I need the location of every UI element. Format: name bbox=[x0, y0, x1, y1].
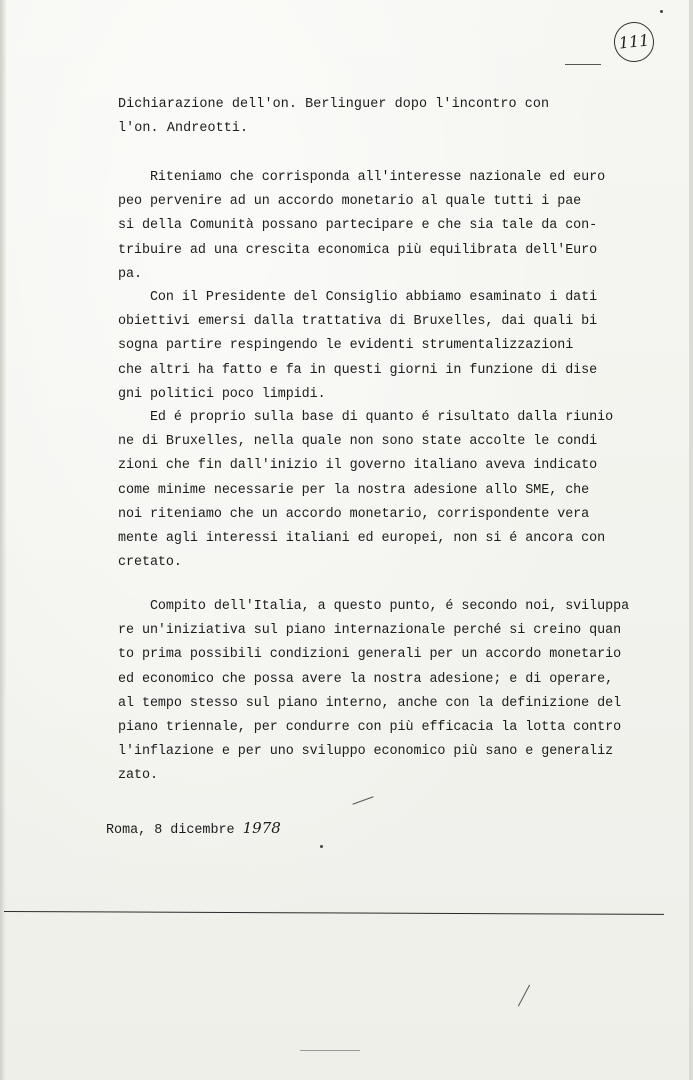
pen-mark bbox=[300, 1050, 360, 1051]
paragraph-line: si della Comunità possano partecipare e che sia tale da con- bbox=[118, 218, 598, 234]
paragraph-line: al tempo stesso sul piano interno, anche con la definizione del bbox=[118, 695, 622, 711]
paragraph-line: ne di Bruxelles, nella quale non sono state accolte le condi bbox=[118, 434, 598, 450]
title-line: l'on. Andreotti. bbox=[118, 121, 249, 136]
paragraph-3 bbox=[118, 406, 648, 575]
paragraph-line: obiettivi emersi dalla trattativa di Bruxelles, dai quali bi bbox=[118, 314, 598, 330]
place-date-text: Roma, 8 dicembre bbox=[106, 823, 243, 838]
paragraph-2 bbox=[118, 286, 648, 407]
place-and-date bbox=[106, 816, 281, 843]
page-number-stamp: 111 bbox=[612, 20, 656, 64]
pen-mark bbox=[518, 985, 530, 1007]
paragraph-line: to prima possibili condizioni generali per un accordo monetario bbox=[118, 647, 622, 663]
paragraph-line: noi riteniamo che un accordo monetario, corrispondente vera bbox=[118, 506, 590, 522]
document-title bbox=[118, 93, 588, 141]
paragraph-line: Ed é proprio sulla base di quanto é risultato dalla riunio bbox=[118, 410, 614, 425]
ink-speck bbox=[660, 10, 663, 13]
paragraph-line: che altri ha fatto e fa in questi giorni in funzione di dise bbox=[118, 362, 598, 378]
page-edge-left bbox=[0, 0, 6, 1080]
paragraph-line: pa. bbox=[118, 266, 142, 282]
paragraph-line: l'inflazione e per uno sviluppo economico più sano e generaliz bbox=[118, 744, 614, 760]
paragraph-line: re un'iniziativa sul piano internazionale perché si creino quan bbox=[118, 623, 622, 639]
paragraph-1 bbox=[118, 166, 648, 287]
paragraph-4 bbox=[118, 595, 648, 789]
paragraph-line: zioni che fin dall'inizio il governo italiano aveva indicato bbox=[118, 458, 598, 474]
pen-mark bbox=[352, 796, 373, 804]
ink-speck bbox=[320, 845, 323, 848]
paragraph-line: Con il Presidente del Consiglio abbiamo esaminato i dati bbox=[118, 290, 598, 305]
horizontal-rule bbox=[4, 911, 664, 915]
title-line: Dichiarazione dell'on. Berlinguer dopo l'incontro con bbox=[118, 97, 550, 112]
paragraph-line: come minime necessarie per la nostra adesione allo SME, che bbox=[118, 482, 590, 498]
paragraph-line: piano triennale, per condurre con più efficacia la lotta contro bbox=[118, 720, 622, 736]
paragraph-line: sogna partire respingendo le evidenti strumentalizzazioni bbox=[118, 338, 574, 354]
paragraph-line: tribuire ad una crescita economica più equilibrata dell'Euro bbox=[118, 242, 598, 258]
paragraph-line: Riteniamo che corrisponda all'interesse nazionale ed euro bbox=[118, 170, 606, 185]
paragraph-line: gni politici poco limpidi. bbox=[118, 386, 326, 402]
faded-watermark bbox=[10, 1000, 190, 1060]
page-edge-right bbox=[689, 0, 693, 1080]
paragraph-line: mente agli interessi italiani ed europei, non si é ancora con bbox=[118, 531, 606, 547]
pen-mark bbox=[565, 64, 601, 65]
paragraph-line: ed economico che possa avere la nostra adesione; e di operare, bbox=[118, 671, 614, 687]
year-text: 1978 bbox=[242, 819, 281, 837]
paragraph-line: Compito dell'Italia, a questo punto, é secondo noi, sviluppa bbox=[118, 599, 630, 614]
paragraph-line: zato. bbox=[118, 768, 158, 784]
paragraph-line: peo pervenire ad un accordo monetario al quale tutti i pae bbox=[118, 194, 582, 210]
paragraph-line: cretato. bbox=[118, 555, 182, 571]
